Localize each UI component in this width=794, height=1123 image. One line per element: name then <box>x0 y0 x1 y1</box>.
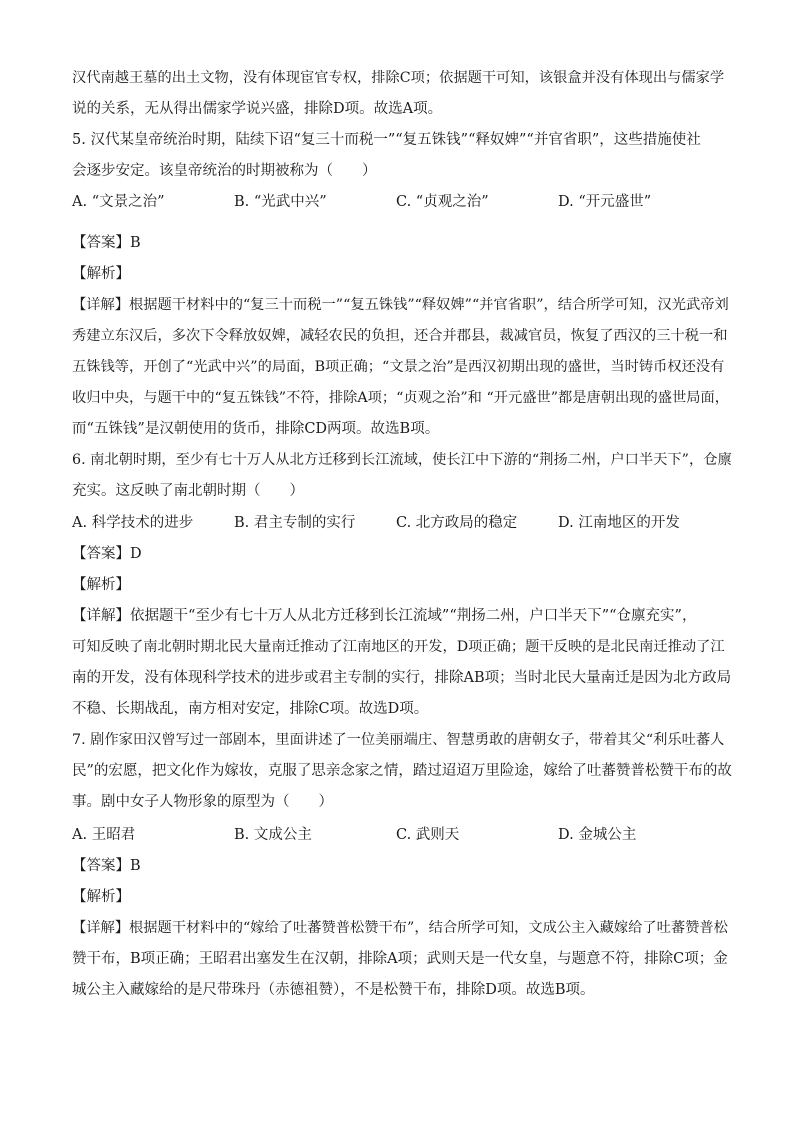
explanation-line: 【详解】根据题干材料中的“嫁给了吐蕃赞普松赞干布”，结合所学可知，文成公主入藏嫁给了吐蕃赞普松 <box>72 920 728 936</box>
explanation-line: 南的开发，没有体现科学技术的进步或君主专制的实行，排除AB项；当时北民大量南迁是因为北方政局 <box>72 670 732 686</box>
option-c: C. 北方政局的稳定 <box>396 515 518 531</box>
question-7-stem: 事。剧中女子人物形象的原型为（ ） <box>72 794 333 810</box>
question-5-stem: 会逐步安定。该皇帝统治的时期被称为（ ） <box>72 163 377 179</box>
explanation-line: 收归中央，与题干中的“复五铢钱”不符，排除A项；“贞观之治”和 “开元盛世”都是唐朝出现的盛世局面， <box>72 390 730 406</box>
option-a: A. 科学技术的进步 <box>72 515 194 531</box>
question-7-stem: 7. 剧作家田汉曾写过一部剧本，里面讲述了一位美丽端庄、智慧勇敢的唐朝女子，带着其父“利乐吐蕃人 <box>72 732 725 748</box>
option-a: A. “文景之治” <box>72 194 165 210</box>
option-d: D. 江南地区的开发 <box>558 515 680 531</box>
explanation-line: 五铢钱等，开创了“光武中兴”的局面，B项正确；“文景之治”是西汉初期出现的盛世，当时铸币权还没有 <box>72 359 725 375</box>
question-6-stem: 充实。这反映了南北朝时期（ ） <box>72 483 304 499</box>
answer-label: 【答案】D <box>72 546 142 562</box>
explanation-line: 【详解】根据题干材料中的“复三十而税一”“复五铢钱”“释奴婢”“并官省职”，结合所学可知，汉光武帝刘 <box>72 297 729 313</box>
question-5-stem: 5. 汉代某皇帝统治时期，陆续下诏“复三十而税一”“复五铢钱”“释奴婢”“并官省职”，这些措施使社 <box>72 132 701 148</box>
text-line: 说的关系，无从得出儒家学说兴盛，排除D项。故选A项。 <box>72 101 443 117</box>
analysis-label: 【解析】 <box>72 577 130 593</box>
explanation-line: 而“五铢钱”是汉朝使用的货币，排除CD两项。故选B项。 <box>72 421 440 437</box>
explanation-line: 城公主入藏嫁给的是尺带珠丹（赤德祖赞），不是松赞干布，排除D项。故选B项。 <box>72 982 595 998</box>
question-7-stem: 民”的宏愿，把文化作为嫁妆，克服了思亲念家之情，踏过迢迢万里险途，嫁给了吐蕃赞普松赞干布的故 <box>72 763 732 779</box>
answer-label: 【答案】B <box>72 858 141 874</box>
analysis-label: 【解析】 <box>72 889 130 905</box>
explanation-line: 秀建立东汉后，多次下令释放奴婢，减轻农民的负担，还合并郡县，裁减官员，恢复了西汉的三十税一和 <box>72 328 728 344</box>
question-5-options <box>72 192 732 212</box>
option-a: A. 王昭君 <box>72 827 136 843</box>
explanation-line: 【详解】依据题干“至少有七十万人从北方迁移到长江流域”“荆扬二州，户口半天下”“仓廪充实”， <box>72 608 697 624</box>
option-c: C. 武则天 <box>396 827 460 843</box>
explanation-line: 可知反映了南北朝时期北民大量南迁推动了江南地区的开发，D项正确；题干反映的是北民南迁推动了江 <box>72 639 725 655</box>
answer-label: 【答案】B <box>72 235 141 251</box>
analysis-label: 【解析】 <box>72 266 130 282</box>
explanation-line: 赞干布，B项正确；王昭君出塞发生在汉朝，排除A项；武则天是一代女皇，与题意不符，排除C项；金 <box>72 951 728 967</box>
option-b: B. “光武中兴” <box>234 194 327 210</box>
question-6-options <box>72 513 732 533</box>
option-d: D. “开元盛世” <box>558 194 652 210</box>
text-line: 汉代南越王墓的出土文物，没有体现宦官专权，排除C项；依据题干可知，该银盒并没有体现出与儒家学 <box>72 70 725 86</box>
explanation-line: 不稳、长期战乱，南方相对安定，排除C项。故选D项。 <box>72 701 429 717</box>
option-b: B. 君主专制的实行 <box>234 515 356 531</box>
question-6-stem: 6. 南北朝时期，至少有七十万人从北方迁移到长江流域，使长江中下游的“荆扬二州，户口半天下”，仓廪 <box>72 452 732 468</box>
option-c: C. “贞观之治” <box>396 194 489 210</box>
option-b: B. 文成公主 <box>234 827 312 843</box>
option-d: D. 金城公主 <box>558 827 637 843</box>
question-7-options <box>72 825 732 845</box>
